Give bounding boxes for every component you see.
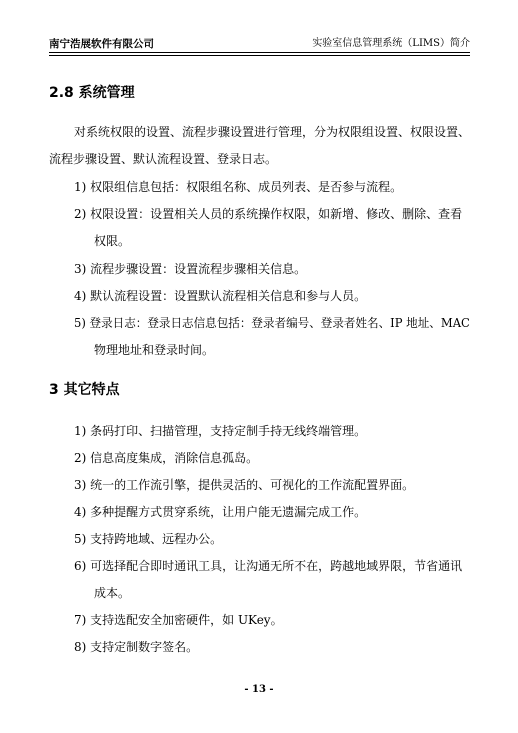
header-document-title: 实验室信息管理系统（LIMS）简介 <box>312 38 470 49</box>
page-header <box>49 34 470 53</box>
section-2-8-title: 2.8 系统管理 <box>49 85 135 101</box>
section-2-8-item-5: 5) 登录日志：登录日志信息包括：登录者编号、登录者姓名、IP 地址、MAC <box>74 316 470 330</box>
section-3-item-6-cont: 成本。 <box>94 586 131 600</box>
section-3-item-4: 4) 多种提醒方式贯穿系统，让用户能无遗漏完成工作。 <box>74 505 367 519</box>
section-3-item-5: 5) 支持跨地域、远程办公。 <box>74 532 223 546</box>
section-2-8-item-2: 2) 权限设置：设置相关人员的系统操作权限，如新增、修改、删除、查看 <box>74 207 463 221</box>
section-2-8-item-1: 1) 权限组信息包括：权限组名称、成员列表、是否参与流程。 <box>74 180 403 194</box>
section-3-title: 3 其它特点 <box>49 382 120 398</box>
section-3-item-2: 2) 信息高度集成，消除信息孤岛。 <box>74 451 259 465</box>
section-3-item-8: 8) 支持定制数字签名。 <box>74 640 199 654</box>
section-3-item-7: 7) 支持选配安全加密硬件，如 UKey。 <box>74 613 283 627</box>
section-2-8-item-4: 4) 默认流程设置：设置默认流程相关信息和参与人员。 <box>74 289 367 303</box>
section-2-8-intro-line-1: 对系统权限的设置、流程步骤设置进行管理，分为权限组设置、权限设置、 <box>74 125 471 139</box>
header-company-name: 南宁浩展软件有限公司 <box>49 38 154 50</box>
section-2-8-intro-line-2: 流程步骤设置、默认流程设置、登录日志。 <box>49 152 278 166</box>
section-3-item-6: 6) 可选择配合即时通讯工具，让沟通无所不在，跨越地域界限，节省通讯 <box>74 559 463 573</box>
header-divider <box>49 55 470 56</box>
section-2-8-item-5-cont: 物理地址和登录时间。 <box>94 343 215 357</box>
section-3-item-1: 1) 条码打印、扫描管理，支持定制手持无线终端管理。 <box>74 424 367 438</box>
section-2-8-item-3: 3) 流程步骤设置：设置流程步骤相关信息。 <box>74 262 307 276</box>
section-3-item-3: 3) 统一的工作流引擎，提供灵活的、可视化的工作流配置界面。 <box>74 478 415 492</box>
page-number: - 13 - <box>244 684 274 695</box>
section-2-8-item-2-cont: 权限。 <box>94 234 131 248</box>
